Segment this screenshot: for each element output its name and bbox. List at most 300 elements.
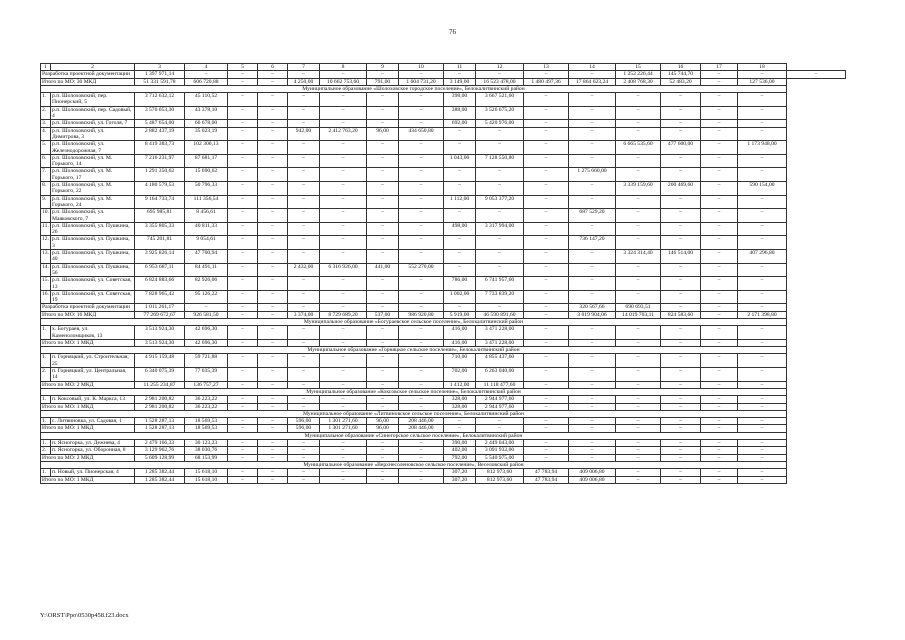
table-cell: 15. (41, 277, 51, 291)
table-cell: – (399, 236, 444, 250)
table-cell: – (320, 71, 367, 78)
table-cell: – (228, 403, 258, 410)
table-cell: – (616, 447, 661, 454)
table-cell: Итого по МО: 2 МКД (41, 454, 135, 461)
table-cell: – (320, 277, 367, 291)
table-cell: 13 (524, 64, 569, 71)
table-cell: – (661, 368, 701, 382)
table-cell: р.п. Шолоховский, ул. М. Горького, 22 (51, 182, 135, 196)
table-cell: – (444, 182, 476, 196)
table-cell: – (228, 120, 258, 127)
table-cell: – (258, 263, 288, 277)
table-cell: 3 (135, 64, 185, 71)
table-cell: – (367, 403, 399, 410)
table-cell: – (616, 168, 661, 182)
table-cell: 1 528 287,13 (135, 425, 185, 432)
table-cell: 102 300,13 (185, 141, 228, 155)
table-cell: 7 128 550,80 (476, 154, 524, 168)
table-cell: 87 681,17 (185, 154, 228, 168)
table-cell: – (399, 339, 444, 346)
table-cell: 36 223,22 (185, 396, 228, 403)
table-cell: – (367, 195, 399, 209)
table-cell: 11 (444, 64, 476, 71)
table-cell: – (185, 71, 228, 78)
table-cell: 4 (185, 64, 228, 71)
table-cell: 537,00 (367, 311, 399, 318)
table-cell: 42 696,30 (185, 326, 228, 340)
subtotal-row (41, 403, 846, 410)
table-cell: – (661, 476, 701, 483)
table-cell: – (228, 78, 258, 85)
table-cell: Муниципальное образование «Синегорское сельское поселение», Белокалитвинский район (41, 432, 787, 439)
table-cell: п. Ясногорка, ул. Оборонная, 8 (51, 447, 135, 454)
table-cell: – (258, 290, 288, 304)
subtotal-row (41, 454, 846, 461)
table-cell: – (228, 182, 258, 196)
table-cell: – (288, 469, 320, 476)
table-cell: – (569, 381, 616, 388)
table-cell: – (569, 368, 616, 382)
table-cell: 416,00 (444, 339, 476, 346)
housing-repair-table (40, 63, 846, 484)
table-cell: – (524, 304, 569, 311)
table-cell: 1. (41, 396, 51, 403)
table-cell: – (399, 168, 444, 182)
table-cell: 1 285 382,44 (135, 469, 185, 476)
table-cell: – (367, 339, 399, 346)
table-cell: – (524, 71, 569, 78)
table-cell: – (569, 222, 616, 236)
table-cell: – (701, 368, 738, 382)
table-cell: – (399, 71, 444, 78)
table-cell: – (258, 120, 288, 127)
table-cell: – (320, 396, 367, 403)
file-path-footer: Y:\ORST\Ppo\0530p458.f23.docx (40, 612, 129, 619)
table-row (41, 263, 846, 277)
table-cell: – (288, 447, 320, 454)
table-cell: – (367, 440, 399, 447)
table-cell: Итого по МО: 1 МКД (41, 339, 135, 346)
table-cell: 146 514,00 (661, 250, 701, 264)
table-cell: – (701, 78, 738, 85)
table-cell: – (228, 127, 258, 141)
table-cell: – (258, 106, 288, 120)
table-cell: п. Новый, ул. Пионерская, 4 (51, 469, 135, 476)
table-cell: – (616, 476, 661, 483)
table-cell: – (616, 290, 661, 304)
table-cell: – (399, 222, 444, 236)
table-cell: – (320, 381, 367, 388)
table-cell: 1 480 497,36 (524, 78, 569, 85)
table-cell: – (444, 425, 476, 432)
table-cell: 15 690,62 (185, 168, 228, 182)
table-cell: 3 129 962,76 (135, 447, 185, 454)
table-cell: – (320, 250, 367, 264)
table-cell: 30 123,23 (185, 440, 228, 447)
page-number: 76 (449, 28, 456, 36)
table-cell: 3 526 675,20 (476, 106, 524, 120)
table-cell: – (661, 195, 701, 209)
table-cell: 812 973,60 (476, 469, 524, 476)
municipality-heading-row (41, 461, 846, 468)
table-cell: – (616, 222, 661, 236)
table-cell: 11. (41, 222, 51, 236)
table-cell: 388,00 (444, 106, 476, 120)
table-cell: – (228, 447, 258, 454)
table-cell: – (476, 236, 524, 250)
table-cell: – (701, 222, 738, 236)
table-cell: Муниципальное образование «Богураевское сельское поселение», Белокалитвинский район (41, 318, 787, 325)
table-cell: – (288, 106, 320, 120)
table-cell: – (701, 250, 738, 264)
table-cell: – (616, 209, 661, 223)
table-cell: – (258, 93, 288, 107)
table-cell: 3 925 826,14 (135, 250, 185, 264)
table-cell: – (288, 454, 320, 461)
table-cell: – (367, 396, 399, 403)
table-cell: 4. (41, 127, 51, 141)
table-cell: – (228, 396, 258, 403)
table-cell: 2. (41, 447, 51, 454)
table-cell: – (738, 263, 787, 277)
table-cell: – (616, 454, 661, 461)
table-cell: 7 733 839,20 (476, 290, 524, 304)
table-cell: р.п. Шолоховский, ул. Маяковского, 7 (51, 209, 135, 223)
table-cell: 96,00 (367, 127, 399, 141)
table-cell: Разработка проектной документации (41, 71, 135, 78)
table-cell: 6 263 040,00 (476, 368, 524, 382)
table-cell: – (367, 250, 399, 264)
table-cell: – (258, 476, 288, 483)
table-cell: – (738, 209, 787, 223)
table-cell: 66 678,00 (185, 120, 228, 127)
table-cell: 441,00 (367, 263, 399, 277)
table-cell: – (320, 339, 367, 346)
table-cell: 926 581,50 (185, 311, 228, 318)
table-cell: – (288, 154, 320, 168)
table-cell: – (569, 290, 616, 304)
table-cell: – (228, 304, 258, 311)
table-cell: – (569, 396, 616, 403)
table-cell: р.п. Шолоховский, ул. Пушкина, 40 (51, 250, 135, 264)
table-cell: – (258, 454, 288, 461)
table-cell: 5 919,00 (444, 311, 476, 318)
table-cell: Муниципальное образование «Шолоховское городское поселение», Белокалитвинский район (41, 85, 787, 92)
table-cell: – (367, 120, 399, 127)
table-cell: – (258, 222, 288, 236)
table-cell: – (320, 304, 367, 311)
table-cell: 18 569,53 (185, 418, 228, 425)
table-cell: – (569, 154, 616, 168)
table-cell: – (738, 195, 787, 209)
table-cell: – (701, 425, 738, 432)
table-cell: – (367, 168, 399, 182)
table-cell: – (399, 354, 444, 368)
table-cell: р.п. Шолоховский, ул. Железнодорожная, 7 (51, 141, 135, 155)
table-cell: 12. (41, 236, 51, 250)
table-cell: – (738, 154, 787, 168)
table-cell: – (701, 403, 738, 410)
table-cell: 77 035,39 (185, 368, 228, 382)
table-cell: – (524, 368, 569, 382)
table-cell: – (701, 440, 738, 447)
table-cell: – (701, 354, 738, 368)
table-cell: 2 412 763,20 (320, 127, 367, 141)
table-cell: 3 513 924,30 (135, 326, 185, 340)
table-cell: – (616, 326, 661, 340)
table-cell: – (444, 418, 476, 425)
table-cell: Итого по МО: 1 МКД (41, 425, 135, 432)
table-cell: 4 915 159,48 (135, 354, 185, 368)
table-cell: – (569, 403, 616, 410)
table-cell: – (476, 263, 524, 277)
table-cell: 2 171 398,80 (738, 311, 787, 318)
table-cell: 6 953 687,11 (135, 263, 185, 277)
table-cell: – (399, 290, 444, 304)
table-cell: – (228, 250, 258, 264)
table-cell: 46 590 891,60 (476, 311, 524, 318)
table-cell: – (444, 263, 476, 277)
table-cell: – (258, 277, 288, 291)
table-cell: 1 043,00 (444, 154, 476, 168)
table-cell: р.п. Шолоховский, ул. Гоголя, 7 (51, 120, 135, 127)
table-cell: 59 721,88 (185, 354, 228, 368)
table-cell: – (738, 381, 787, 388)
table-cell: х. Богураев, ул. Каменоломщиков, 13 (51, 326, 135, 340)
table-cell: – (661, 326, 701, 340)
table-cell: – (661, 290, 701, 304)
table-cell: – (258, 209, 288, 223)
table-cell: – (524, 250, 569, 264)
table-cell: – (228, 290, 258, 304)
table-cell: – (738, 277, 787, 291)
table-cell: – (444, 71, 476, 78)
table-cell: – (661, 403, 701, 410)
table-cell: 95 126,22 (185, 290, 228, 304)
table-cell: – (661, 339, 701, 346)
table-cell: – (367, 354, 399, 368)
table-cell: – (367, 93, 399, 107)
table-cell: 45 110,52 (185, 93, 228, 107)
table-cell: Итого по МО: 1 МКД (41, 476, 135, 483)
table-cell: – (476, 127, 524, 141)
table-cell: – (661, 304, 701, 311)
table-cell: – (399, 454, 444, 461)
table-cell: – (288, 250, 320, 264)
table-row (41, 141, 846, 155)
table-cell: 3. (41, 120, 51, 127)
table-cell: 2 944 977,60 (476, 396, 524, 403)
table-cell: – (616, 440, 661, 447)
table-cell: 2 981 200,82 (135, 396, 185, 403)
table-cell: – (367, 368, 399, 382)
table-cell: 82 926,06 (185, 277, 228, 291)
table-cell: 1 002,00 (444, 290, 476, 304)
table-cell: – (288, 326, 320, 340)
table-cell: – (367, 154, 399, 168)
table-cell: 3 355 805,33 (135, 222, 185, 236)
table-cell: с. Литвиновка, ул. Садовая, 1 (51, 418, 135, 425)
table-cell: 3 471 228,00 (476, 339, 524, 346)
table-cell: – (701, 168, 738, 182)
table-cell: 2 981 200,82 (135, 403, 185, 410)
table-cell: Муниципальное образование «Горняцкое сельское поселение», Белокалитвинский район (41, 347, 787, 354)
table-cell: – (738, 425, 787, 432)
table-cell: – (258, 326, 288, 340)
table-cell: 1 112,00 (444, 195, 476, 209)
table-cell: – (738, 354, 787, 368)
table-cell: 824 583,60 (661, 311, 701, 318)
table-cell: 8 456,61 (185, 209, 228, 223)
table-cell: – (320, 106, 367, 120)
table-cell: р.п. Шолоховский, ул. Советская, 13 (51, 277, 135, 291)
table-cell: – (258, 141, 288, 155)
municipality-heading-row (41, 85, 846, 92)
table-cell: – (569, 354, 616, 368)
table-cell: 9 164 733,74 (135, 195, 185, 209)
table-cell: – (258, 311, 288, 318)
table-cell: – (661, 154, 701, 168)
table-cell: – (399, 277, 444, 291)
table-cell: – (661, 263, 701, 277)
table-cell: – (258, 403, 288, 410)
table-cell: – (616, 381, 661, 388)
table-cell: 1. (41, 469, 51, 476)
table-cell: 11 118 477,60 (476, 381, 524, 388)
table-cell: – (616, 354, 661, 368)
table-cell: Итого по МО: 16 МКД (41, 311, 135, 318)
table-cell: – (258, 381, 288, 388)
table-cell: 3 513 924,30 (135, 339, 185, 346)
table-cell: – (228, 425, 258, 432)
table-cell: 398,00 (444, 93, 476, 107)
table-cell: п. Горняцкий, ул. Центральная, 14 (51, 368, 135, 382)
table-cell: – (524, 418, 569, 425)
table-row (41, 120, 846, 127)
table-cell: – (738, 326, 787, 340)
table-cell: – (399, 93, 444, 107)
table-cell: 12 (476, 64, 524, 71)
table-cell: 84 491,11 (185, 263, 228, 277)
table-cell: – (524, 168, 569, 182)
table-cell: – (258, 304, 288, 311)
subtotal-row (41, 339, 846, 346)
table-cell: – (228, 71, 258, 78)
table-cell: – (320, 236, 367, 250)
table-row (41, 106, 846, 120)
table-cell: – (288, 168, 320, 182)
table-cell: – (569, 447, 616, 454)
table-cell: 320 567,66 (569, 304, 616, 311)
table-cell: – (524, 120, 569, 127)
table-cell: – (367, 304, 399, 311)
table-cell: 6 340 075,39 (135, 368, 185, 382)
table-cell: – (288, 209, 320, 223)
table-cell: – (228, 311, 258, 318)
table-row (41, 195, 846, 209)
table-cell: – (616, 127, 661, 141)
subtotal-row (41, 311, 846, 318)
table-cell: – (701, 127, 738, 141)
table-cell: – (367, 222, 399, 236)
table-cell: – (367, 326, 399, 340)
table-cell: – (228, 469, 258, 476)
table-cell: 40 811,33 (185, 222, 228, 236)
table-cell: 307,20 (444, 469, 476, 476)
table-cell: – (738, 71, 787, 78)
table-cell: – (320, 454, 367, 461)
table-cell: – (228, 277, 258, 291)
table-cell: – (185, 304, 228, 311)
table-cell: – (258, 354, 288, 368)
table-cell: – (258, 127, 288, 141)
table-cell: 477 600,00 (661, 141, 701, 155)
table-cell: – (616, 106, 661, 120)
table-cell: – (524, 454, 569, 461)
table-cell: 200 469,60 (661, 182, 701, 196)
table-cell: 416,00 (444, 326, 476, 340)
table-cell: – (701, 469, 738, 476)
table-cell: – (399, 469, 444, 476)
table-cell: – (320, 447, 367, 454)
table-cell: 9 (367, 64, 399, 71)
table-cell: 16. (41, 290, 51, 304)
table-cell: 18 569,53 (185, 425, 228, 432)
table-cell: 2 449 043,00 (476, 440, 524, 447)
table-cell: – (228, 440, 258, 447)
subtotal-row (41, 78, 846, 85)
table-cell: – (399, 440, 444, 447)
table-cell: 6 (258, 64, 288, 71)
table-cell: – (320, 93, 367, 107)
table-cell: – (524, 106, 569, 120)
table-cell: 127 536,00 (738, 78, 787, 85)
table-cell: – (616, 120, 661, 127)
table-cell: – (661, 106, 701, 120)
table-cell: Итого по МО: 1 МКД (41, 403, 135, 410)
table-cell: 792,00 (444, 454, 476, 461)
table-cell: 1 604 731,20 (399, 78, 444, 85)
table-cell: – (701, 290, 738, 304)
table-cell: – (399, 106, 444, 120)
table-cell: – (258, 236, 288, 250)
table-cell: – (288, 290, 320, 304)
table-cell: – (616, 368, 661, 382)
table-cell: – (399, 326, 444, 340)
table-cell: – (569, 425, 616, 432)
table-cell: 1 173 948,00 (738, 141, 787, 155)
table-cell: – (701, 447, 738, 454)
table-cell: 8. (41, 182, 51, 196)
table-cell: – (701, 182, 738, 196)
table-cell: 2 479 166,33 (135, 440, 185, 447)
table-cell: – (569, 339, 616, 346)
table-cell: 36 223,22 (185, 403, 228, 410)
table-cell: 10. (41, 209, 51, 223)
table-cell: – (524, 396, 569, 403)
table-cell: – (661, 222, 701, 236)
table-cell: 1. (41, 326, 51, 340)
table-row (41, 127, 846, 141)
table-cell: – (661, 236, 701, 250)
table-cell: – (738, 476, 787, 483)
table-cell: – (738, 396, 787, 403)
table-cell: – (320, 469, 367, 476)
table-cell: – (524, 381, 569, 388)
table-cell: – (320, 440, 367, 447)
table-cell: – (367, 71, 399, 78)
table-cell: 736 147,20 (569, 236, 616, 250)
